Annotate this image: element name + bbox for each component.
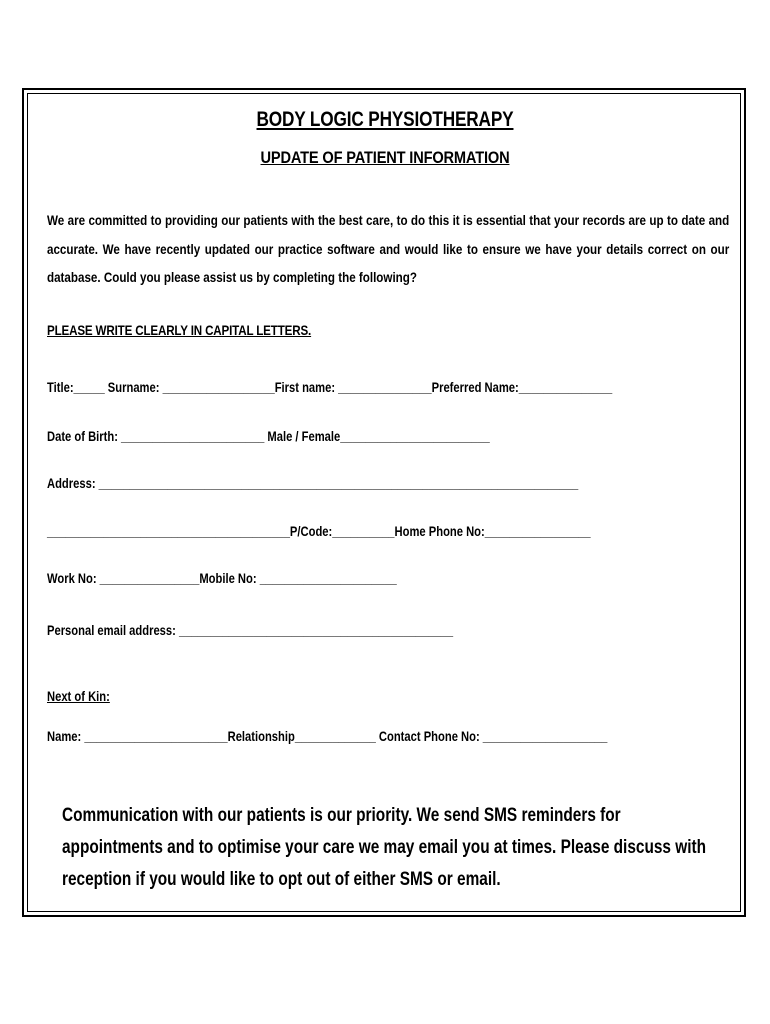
intro-paragraph: We are committed to providing our patients with the best care, to do this it is essential that your records are up to date and accurate. We have recently updated our practice software and would like to ensure we have your details correct on our database. Could you please assist us by completing the following? [47,212,730,285]
address-row[interactable]: Address: _____________________________________________________________________________ [47,475,579,491]
name-fields-row[interactable]: Title:_____ Surname: __________________First name: _______________Preferred Name:_______________ [47,379,613,395]
next-of-kin-heading: Next of Kin: [47,688,110,704]
instruction-text: PLEASE WRITE CLEARLY IN CAPITAL LETTERS. [47,322,312,338]
practice-title: BODY LOGIC PHYSIOTHERAPY [256,108,514,131]
communication-note: Communication with our patients is our priority. We send SMS reminders for appointments and to optimise your care we may email you at times. Please discuss with reception if you would like to opt out of either SMS or email. [62,805,707,890]
dob-gender-row[interactable]: Date of Birth: _______________________ Male / Female________________________ [47,428,490,444]
next-of-kin-row[interactable]: Name: _______________________Relationship_____________ Contact Phone No: ____________________ [47,728,608,744]
postcode-home-phone-row[interactable]: _______________________________________P/Code:__________Home Phone No:_________________ [47,523,591,539]
work-mobile-row[interactable]: Work No: ________________Mobile No: ______________________ [47,570,397,586]
form-subtitle: UPDATE OF PATIENT INFORMATION [260,148,510,167]
email-row[interactable]: Personal email address: ____________________________________________ [47,622,454,638]
